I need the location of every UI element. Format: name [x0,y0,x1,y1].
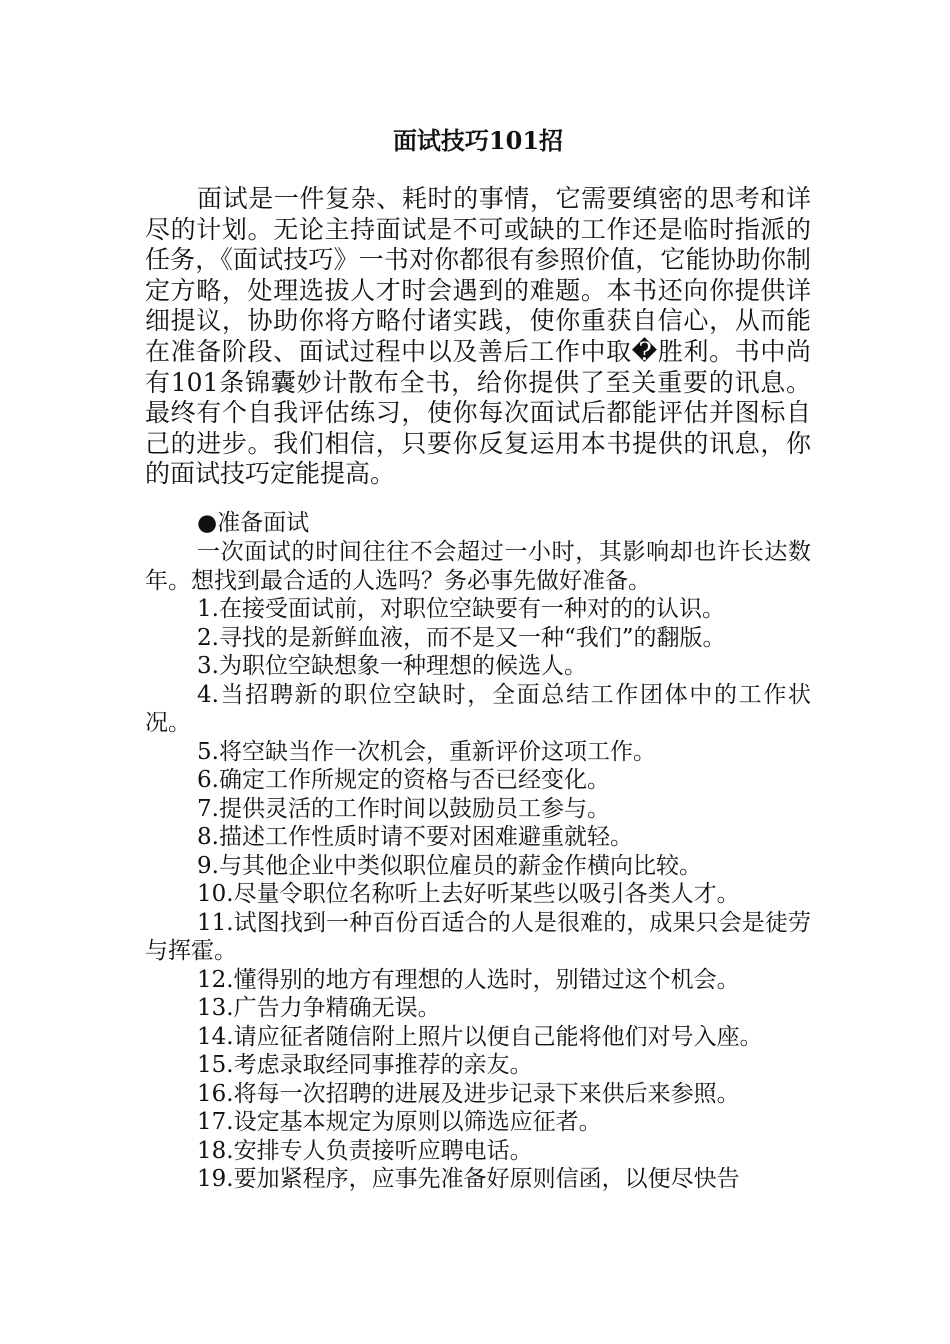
section-intro-paragraph: 一次面试的时间往往不会超过一小时，其影响却也许长达数年。想找到最合适的人选吗？务必事先做好准备。 [145,539,811,594]
tip-item: 5.将空缺当作一次机会，重新评价这项工作。 [197,738,656,765]
tip-item: 14.请应征者随信附上照片以便自己能将他们对号入座。 [197,1023,763,1050]
section-prepare-interview [145,508,811,1194]
tip-item: 19.要加紧程序，应事先准备好原则信函，以便尽快告 [197,1166,740,1192]
tip-item: 15.考虑录取经同事推荐的亲友。 [197,1052,533,1078]
tip-item: 8.描述工作性质时请不要对困难避重就轻。 [197,824,633,850]
tip-item: 18.安排专人负责接听应聘电话。 [197,1137,533,1164]
tips-list [145,595,811,1194]
tip-item: 1.在接受面试前，对职位空缺要有一种对的的认识。 [197,596,725,622]
tip-item: 3.为职位空缺想象一种理想的候选人。 [197,653,587,679]
tip-item: 12.懂得别的地方有理想的人选时，别错过这个机会。 [197,966,740,993]
document-title: 面试技巧101招 [392,126,564,155]
section-heading: ●准备面试 [197,510,310,536]
tip-item: 17.设定基本规定为原则以筛选应征者。 [197,1109,602,1135]
tip-item: 11.试图找到一种百份百适合的人是很难的，成果只会是徒劳与挥霍。 [145,909,811,964]
tip-item: 9.与其他企业中类似职位雇员的薪金作横向比较。 [197,852,702,879]
tip-item: 16.将每一次招聘的进展及进步记录下来供后来参照。 [197,1080,740,1107]
tip-item: 4.当招聘新的职位空缺时，全面总结工作团体中的工作状况。 [145,681,811,736]
tip-item: 10.尽量令职位名称听上去好听某些以吸引各类人才。 [197,881,740,907]
intro-paragraph: 面试是一件复杂、耗时的事情，它需要缜密的思考和详尽的计划。无论主持面试是不可或缺的工作还是临时指派的任务，《面试技巧》一书对你都很有参照价值，它能协助你制定方略，处理选拔人才时会遇到的难题。本书还向你提供详细提议，协助你将方略付诸实践，使你重获自信心，从而能在准备阶段、面试过程中以及善后工作中取�胜利。书中尚有101条锦囊妙计散布全书，给你提供了至关重要的讯息。最终有个自我评估练习，使你每次面试后都能评估并图标自己的进步。我们相信，只要你反复运用本书提供的讯息，你的面试技巧定能提高。 [145,184,811,489]
tip-item: 7.提供灵活的工作时间以鼓励员工参与。 [197,795,610,822]
tip-item: 13.广告力争精确无误。 [197,995,441,1021]
tip-item: 6.确定工作所规定的资格与否已经变化。 [197,767,610,793]
tip-item: 2.寻找的是新鲜血液，而不是又一种“我们”的翻版。 [197,624,726,651]
